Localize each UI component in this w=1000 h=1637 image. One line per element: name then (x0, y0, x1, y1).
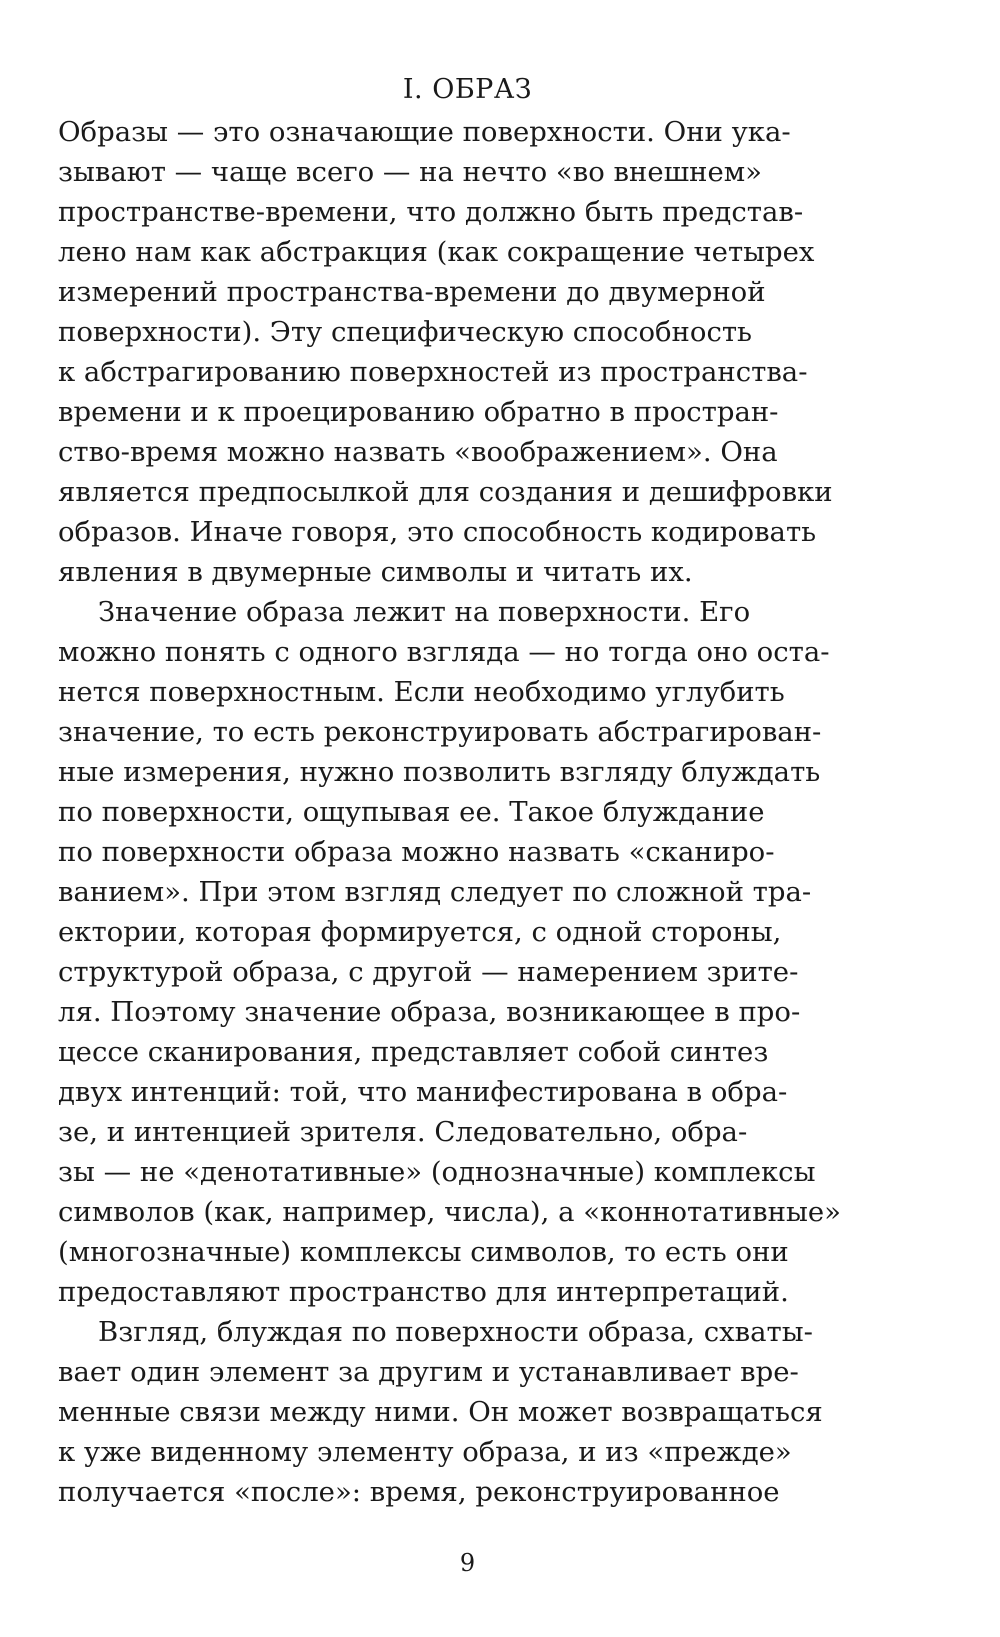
text-line: вает один элемент за другим и устанавливает вре- (58, 1356, 799, 1388)
text-line: можно понять с одного взгляда — но тогда оно оста- (58, 636, 830, 668)
text-line: по поверхности, ощупывая ее. Такое блуждание (58, 796, 765, 828)
text-line: поверхности). Эту специфическую способность (58, 316, 753, 348)
text-line: двух интенций: той, что манифестирована в обра- (58, 1076, 788, 1108)
text-line: символов (как, например, числа), а «коннотативные» (58, 1196, 841, 1228)
text-line: ванием». При этом взгляд следует по сложной тра- (58, 876, 812, 908)
text-line: Образы — это означающие поверхности. Они ука- (58, 116, 791, 148)
paragraph (58, 1312, 888, 1512)
body-text (58, 112, 888, 1512)
text-line: предоставляют пространство для интерпретаций. (58, 1276, 789, 1308)
text-line: ные измерения, нужно позволить взгляду блуждать (58, 756, 821, 788)
text-line: зывают — чаще всего — на нечто «во внешнем» (58, 156, 763, 188)
text-line: пространстве-времени, что должно быть представ- (58, 196, 804, 228)
text-line: значение, то есть реконструировать абстрагирован- (58, 716, 822, 748)
text-line: Значение образа лежит на поверхности. Его (98, 596, 751, 628)
paragraph (58, 592, 888, 1312)
paragraph (58, 112, 888, 592)
text-line: к уже виденному элементу образа, и из «прежде» (58, 1436, 792, 1468)
text-line: Взгляд, блуждая по поверхности образа, схваты- (98, 1316, 813, 1348)
text-line: цессе сканирования, представляет собой синтез (58, 1036, 769, 1068)
text-line: получается «после»: время, реконструированное (58, 1476, 780, 1508)
text-line: зы — не «денотативные» (однозначные) комплексы (58, 1156, 816, 1188)
text-line: ектории, которая формируется, с одной стороны, (58, 916, 782, 948)
text-line: ство-время можно назвать «воображением». Она (58, 436, 778, 468)
text-line: лено нам как абстракция (как сокращение четырех (58, 236, 815, 268)
text-line: по поверхности образа можно назвать «сканиро- (58, 836, 775, 868)
chapter-heading: I. ОБРАЗ (402, 74, 533, 105)
text-line: структурой образа, с другой — намерением зрите- (58, 956, 799, 988)
text-line: нется поверхностным. Если необходимо углубить (58, 676, 785, 708)
page-number: 9 (459, 1549, 476, 1577)
text-line: является предпосылкой для создания и дешифровки (58, 476, 833, 508)
text-line: явления в двумерные символы и читать их. (58, 556, 693, 588)
text-line: к абстрагированию поверхностей из пространства- (58, 356, 808, 388)
text-line: зе, и интенцией зрителя. Следовательно, обра- (58, 1116, 748, 1148)
text-line: измерений пространства-времени до двумерной (58, 276, 766, 308)
text-line: времени и к проецированию обратно в простран- (58, 396, 779, 428)
text-line: образов. Иначе говоря, это способность кодировать (58, 516, 817, 548)
text-line: ля. Поэтому значение образа, возникающее в про- (58, 996, 801, 1028)
text-line: (многозначные) комплексы символов, то есть они (58, 1236, 789, 1268)
text-line: менные связи между ними. Он может возвращаться (58, 1396, 823, 1428)
